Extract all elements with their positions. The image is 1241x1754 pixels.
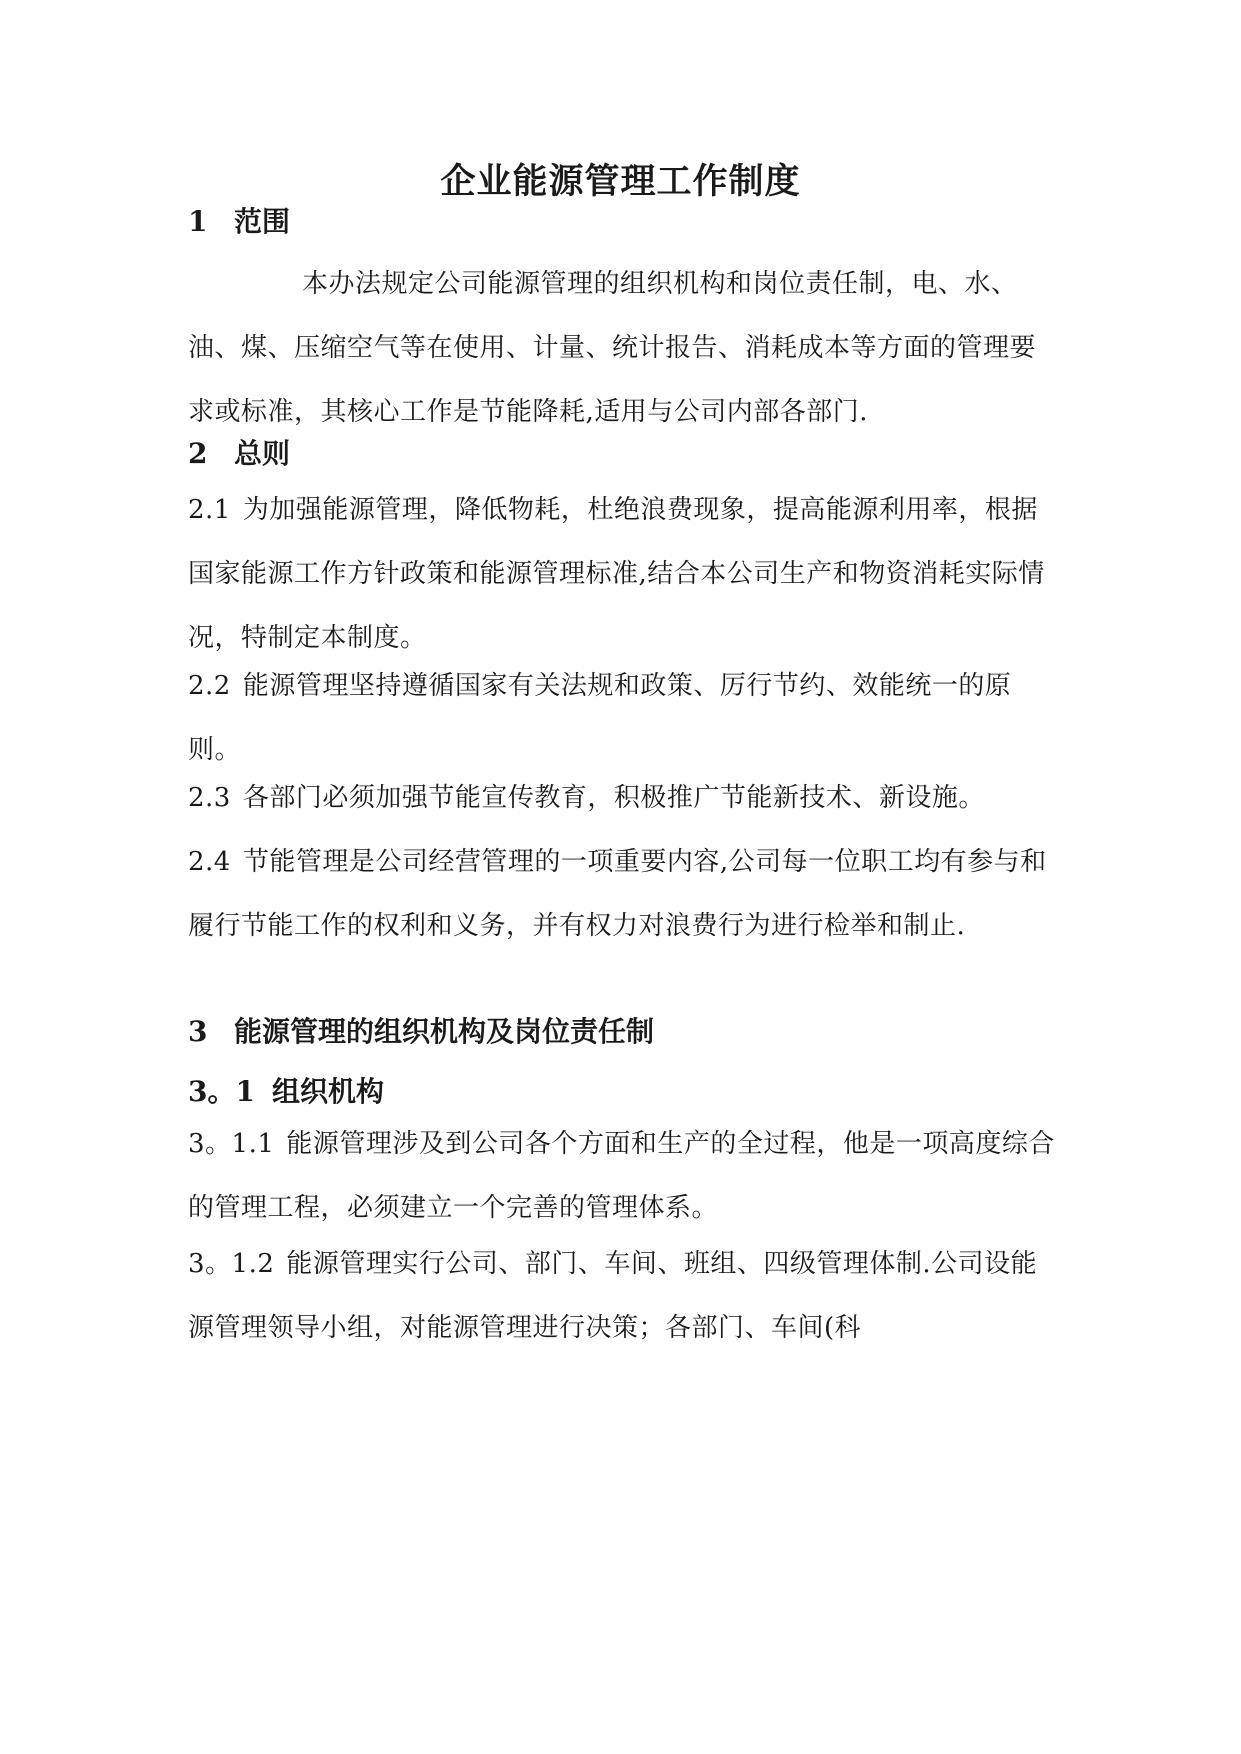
clause-number: 2.1 — [188, 495, 231, 525]
paragraph — [188, 766, 1060, 830]
paragraph-text: 为加强能源管理，降低物耗，杜绝浪费现象，提高能源利用率，根据国家能源工作方针政策和能源管理标准,结合本公司生产和物资消耗实际情况，特制定本制度。 — [188, 495, 1045, 653]
section-heading — [188, 1012, 1060, 1052]
paragraph-text: 本办法规定公司能源管理的组织机构和岗位责任制，电、水、油、煤、压缩空气等在使用、计量、统计报告、消耗成本等方面的管理要求或标准，其核心工作是节能降耗,适用与公司内部各部门. — [188, 269, 1037, 427]
section-number: 3。1 — [188, 1075, 255, 1108]
section-title: 能源管理的组织机构及岗位责任制 — [234, 1015, 655, 1048]
subsection-heading — [188, 1072, 1060, 1112]
section-title: 总则 — [234, 437, 291, 470]
clause-number: 2.4 — [188, 847, 231, 877]
section-title: 范围 — [234, 205, 291, 238]
section-number: 1 — [188, 205, 208, 238]
section-number: 2 — [188, 437, 208, 470]
paragraph-text: 各部门必须加强节能宣传教育，积极推广节能新技术、新设施。 — [242, 783, 985, 813]
paragraph-text: 节能管理是公司经营管理的一项重要内容,公司每一位职工均有参与和履行节能工作的权利和义务，并有权力对浪费行为进行检举和制止. — [188, 847, 1047, 941]
paragraph-text: 能源管理实行公司、部门、车间、班组、四级管理体制.公司设能源管理领导小组，对能源管理进行决策；各部门、车间(科 — [188, 1249, 1038, 1343]
clause-number: 2.3 — [188, 783, 231, 813]
section-heading — [188, 434, 1060, 474]
paragraph — [188, 830, 1060, 958]
paragraph — [188, 478, 1060, 670]
section-title: 组织机构 — [272, 1075, 385, 1108]
section-number: 3 — [188, 1015, 208, 1048]
clause-number: 3。1.2 — [188, 1249, 275, 1279]
clause-number: 3。1.1 — [188, 1129, 275, 1159]
paragraph-text: 能源管理坚持遵循国家有关法规和政策、厉行节约、效能统一的原则。 — [188, 671, 1012, 765]
clause-number: 2.2 — [188, 671, 231, 701]
paragraph — [188, 1232, 1060, 1360]
paragraph — [188, 1112, 1060, 1240]
document-title: 企业能源管理工作制度 — [440, 161, 801, 202]
paragraph-text: 能源管理涉及到公司各个方面和生产的全过程，他是一项高度综合的管理工程，必须建立一个完善的管理体系。 — [188, 1129, 1055, 1223]
paragraph — [188, 252, 1060, 444]
section-heading — [188, 202, 1060, 242]
paragraph — [188, 654, 1060, 782]
